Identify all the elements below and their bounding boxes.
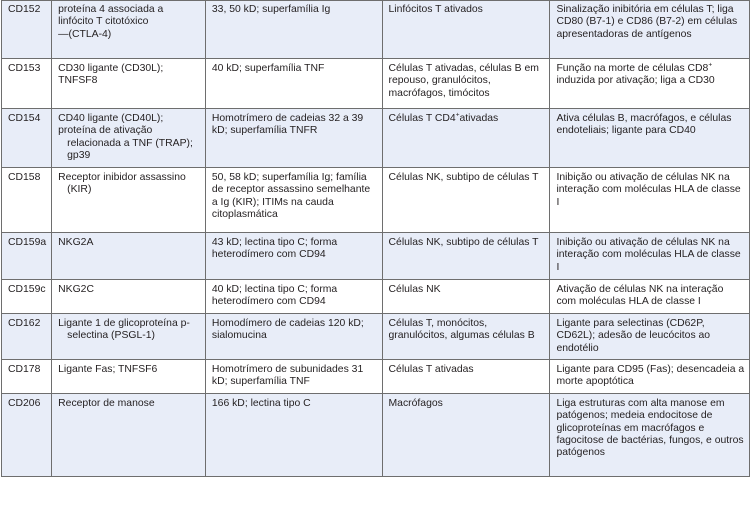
molecule-name-line: linfócito T citotóxico bbox=[58, 16, 149, 28]
function-text: induzida por ativação; liga a CD30 bbox=[556, 75, 715, 87]
cell-types-cell: Células NK bbox=[382, 280, 550, 314]
function-cell bbox=[550, 59, 750, 109]
cd-cell: CD206 bbox=[2, 394, 52, 477]
cell-types-text: ativadas bbox=[459, 113, 499, 124]
table-row bbox=[2, 1, 750, 59]
cd-cell: CD159a bbox=[2, 233, 52, 280]
function-cell: Ativa células B, macrófagos, e células endoteliais; ligante para CD40 bbox=[550, 109, 750, 168]
structure-cell: Homotrímero de subunidades 31 kD; superfamília TNF bbox=[205, 360, 382, 394]
structure-cell: Homotrímero de cadeias 32 a 39 kD; superfamília TNFR bbox=[205, 109, 382, 168]
cd-cell: CD152 bbox=[2, 1, 52, 59]
cell-types-text: Células T CD4 bbox=[388, 113, 456, 124]
molecule-name-line: NKG2A bbox=[58, 237, 94, 248]
cd-cell: CD178 bbox=[2, 360, 52, 394]
cell-types-cell: Macrófagos bbox=[382, 394, 550, 477]
table-row bbox=[2, 59, 750, 109]
molecule-name-cell bbox=[52, 280, 206, 314]
molecule-name-cell bbox=[52, 59, 206, 109]
molecule-name-line: Ligante Fas; TNFSF6 bbox=[58, 364, 158, 375]
molecule-name-line: Receptor de manose bbox=[58, 398, 155, 409]
molecule-name-cell bbox=[52, 168, 206, 233]
structure-cell: 166 kD; lectina tipo C bbox=[205, 394, 382, 477]
cell-types-cell: Células T ativadas, células B em repouso, granulócitos, macrófagos, timócitos bbox=[382, 59, 550, 109]
molecule-name-line: Ligante 1 de glicoproteína p-selectina (PSGL-1) bbox=[58, 318, 190, 342]
molecule-name-cell bbox=[52, 1, 206, 59]
table-row bbox=[2, 168, 750, 233]
table-row bbox=[2, 280, 750, 314]
function-cell: Ativação de células NK na interação com moléculas HLA de classe I bbox=[550, 280, 750, 314]
molecule-name-line: NKG2C bbox=[58, 284, 94, 295]
molecule-name-line: Receptor inibidor assassino (KIR) bbox=[58, 172, 186, 196]
molecule-name-cell bbox=[52, 394, 206, 477]
cell-types-cell: Células T, monócitos, granulócitos, algumas células B bbox=[382, 314, 550, 360]
table-row bbox=[2, 109, 750, 168]
molecule-name-line: CD40 ligante (CD40L); bbox=[58, 113, 164, 124]
cd-cell: CD162 bbox=[2, 314, 52, 360]
cell-types-cell: Células NK, subtipo de células T bbox=[382, 168, 550, 233]
structure-cell: 33, 50 kD; superfamília Ig bbox=[205, 1, 382, 59]
cell-types-cell: Linfócitos T ativados bbox=[382, 1, 550, 59]
cd-cell: CD158 bbox=[2, 168, 52, 233]
function-cell: Liga estruturas com alta manose em patógenos; medeia endocitose de glicoproteínas em macrófagos e fagocitose de bactérias, fungos, e outros patógenos bbox=[550, 394, 750, 477]
cell-types-cell: Células T ativadas bbox=[382, 360, 550, 394]
molecule-name-line: TNFSF8 bbox=[58, 75, 98, 87]
table-row bbox=[2, 233, 750, 280]
table-row bbox=[2, 314, 750, 360]
function-cell: Sinalização inibitória em células T; liga CD80 (B7-1) e CD86 (B7-2) em células apresentadoras de antígenos bbox=[550, 1, 750, 59]
superscript-plus: + bbox=[708, 61, 713, 69]
cell-types-cell bbox=[382, 109, 550, 168]
molecule-name-cell bbox=[52, 233, 206, 280]
table-row bbox=[2, 394, 750, 477]
molecule-name-line: CD30 ligante (CD30L); bbox=[58, 63, 164, 74]
structure-cell: Homodímero de cadeias 120 kD; sialomucina bbox=[205, 314, 382, 360]
molecule-name-line: —(CTLA-4) bbox=[58, 28, 112, 40]
cell-types-cell: Células NK, subtipo de células T bbox=[382, 233, 550, 280]
cd-cell: CD154 bbox=[2, 109, 52, 168]
structure-cell: 40 kD; lectina tipo C; forma heterodímero com CD94 bbox=[205, 280, 382, 314]
molecule-name-cell bbox=[52, 360, 206, 394]
function-text: Função na morte de células CD8 bbox=[556, 63, 709, 74]
molecule-name-line: proteína 4 associada a bbox=[58, 4, 164, 15]
cd-cell: CD159c bbox=[2, 280, 52, 314]
structure-cell: 43 kD; lectina tipo C; forma heterodímero com CD94 bbox=[205, 233, 382, 280]
superscript-plus: + bbox=[455, 111, 460, 119]
cd-molecules-table bbox=[1, 0, 750, 477]
table-row bbox=[2, 360, 750, 394]
molecule-name-line: proteína de ativação relacionada a TNF (TRAP); gp39 bbox=[58, 125, 193, 161]
function-cell: Ligante para CD95 (Fas); desencadeia a morte apoptótica bbox=[550, 360, 750, 394]
molecule-name-cell bbox=[52, 314, 206, 360]
function-cell: Inibição ou ativação de células NK na interação com moléculas HLA de classe I bbox=[550, 233, 750, 280]
molecule-name-cell bbox=[52, 109, 206, 168]
function-cell: Inibição ou ativação de células NK na interação com moléculas HLA de classe I bbox=[550, 168, 750, 233]
cd-cell: CD153 bbox=[2, 59, 52, 109]
function-cell: Ligante para selectinas (CD62P, CD62L); adesão de leucócitos ao endotélio bbox=[550, 314, 750, 360]
structure-cell: 40 kD; superfamília TNF bbox=[205, 59, 382, 109]
structure-cell: 50, 58 kD; superfamília Ig; família de receptor assassino semelhante a Ig (KIR); ITIMs na cauda citoplasmática bbox=[205, 168, 382, 233]
